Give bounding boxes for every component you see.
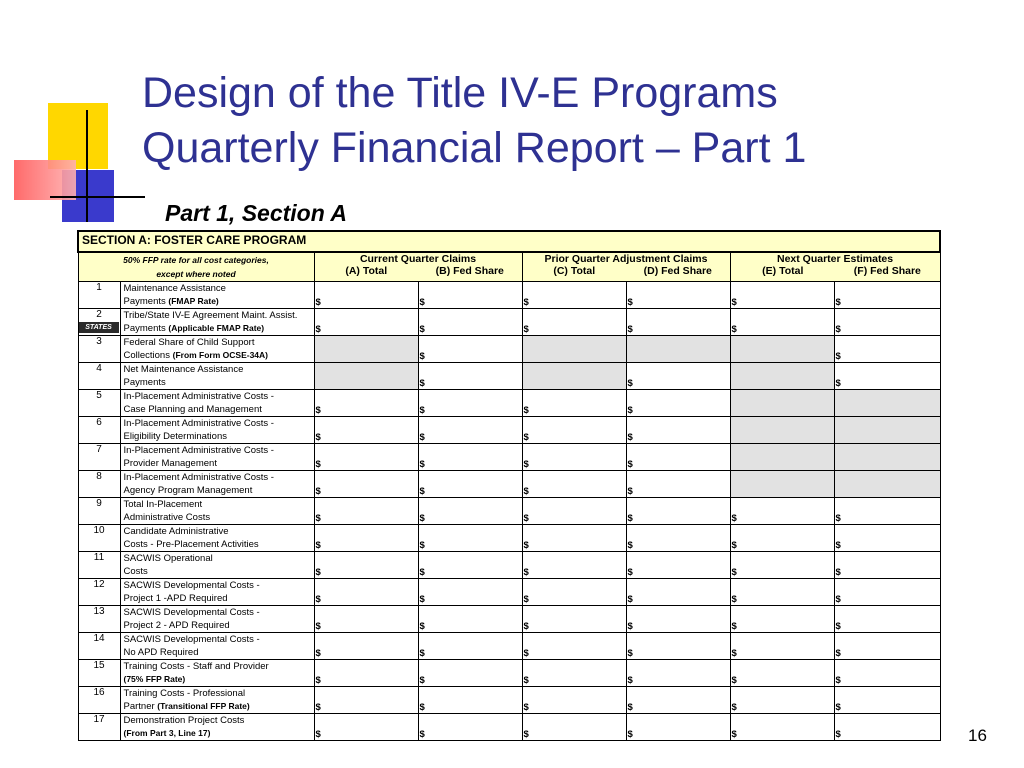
table-row [78, 660, 940, 687]
row-description-line2-text: Payments [123, 323, 169, 334]
amount-cell-f-fed-share[interactable]: $ [834, 687, 940, 714]
amount-cell-d-fed-share[interactable]: $ [626, 714, 730, 741]
amount-cell-e-total[interactable]: $ [730, 579, 834, 606]
row-description [120, 687, 314, 714]
row-description [120, 660, 314, 687]
row-description-line2 [124, 376, 314, 389]
amount-cell-b-fed-share[interactable]: $ [418, 687, 522, 714]
amount-cell-e-total[interactable]: $ [730, 687, 834, 714]
row-number-text: 3 [96, 336, 102, 347]
amount-cell-f-fed-share[interactable]: $ [834, 498, 940, 525]
row-description [120, 498, 314, 525]
section-a-title: SECTION A: FOSTER CARE PROGRAM [78, 231, 940, 252]
header-ffp-note [78, 252, 314, 282]
row-description [120, 444, 314, 471]
decor-vertical-line [86, 110, 88, 222]
row-description-line2-text: Case Planning and Management [123, 404, 262, 415]
amount-cell-b-fed-share[interactable]: $ [418, 363, 522, 390]
row-description-line2-text: Payments [123, 377, 166, 388]
table-row [78, 687, 940, 714]
amount-cell-a-total[interactable]: $ [314, 606, 418, 633]
amount-cell-a-total[interactable]: $ [314, 309, 418, 336]
amount-cell-f-fed-share[interactable]: $ [834, 309, 940, 336]
row-rate-note: (From Form OCSE-34A) [172, 350, 269, 360]
amount-cell-a-total[interactable]: $ [314, 552, 418, 579]
amount-cell-c-total[interactable]: $ [522, 417, 626, 444]
row-description-line1: SACWIS Developmental Costs - [123, 580, 260, 591]
header-col-e: (E) Total [762, 265, 804, 277]
row-description [120, 579, 314, 606]
amount-cell-d-fed-share[interactable]: $ [626, 417, 730, 444]
amount-cell-a-total[interactable]: $ [314, 525, 418, 552]
row-number [78, 282, 120, 309]
slide-title [142, 66, 1012, 176]
amount-cell-f-fed-share[interactable]: $ [834, 660, 940, 687]
row-number-text: 6 [96, 417, 102, 428]
row-description-line2 [124, 727, 314, 740]
row-rate-note: (From Part 3, Line 17) [123, 728, 211, 738]
slide-title-line1: Design of the Title IV-E Programs [142, 69, 778, 117]
row-description [120, 714, 314, 741]
row-description-line1: Demonstration Project Costs [123, 715, 245, 726]
row-description-line2 [124, 673, 314, 686]
amount-cell-c-total[interactable]: $ [522, 525, 626, 552]
row-description-line1: In-Placement Administrative Costs - [123, 418, 274, 429]
row-number [78, 390, 120, 417]
row-number-text: 9 [96, 498, 102, 509]
amount-cell-c-total[interactable]: $ [522, 660, 626, 687]
amount-cell-c-total[interactable]: $ [522, 714, 626, 741]
amount-cell-a-total[interactable]: $ [314, 417, 418, 444]
row-description-line2 [124, 592, 314, 605]
amount-cell-e-total[interactable]: $ [730, 282, 834, 309]
amount-cell-c-total[interactable]: $ [522, 687, 626, 714]
decor-red-square [14, 160, 76, 200]
row-description-line2 [124, 349, 314, 362]
row-number [78, 714, 120, 741]
row-number [78, 552, 120, 579]
row-description-line2-text: Collections [123, 350, 173, 361]
amount-cell-c-total[interactable]: $ [522, 606, 626, 633]
row-description-line2-text: Project 2 - APD Required [123, 620, 230, 631]
row-number-text: 16 [93, 687, 105, 698]
shaded-cell-e-total [730, 363, 834, 390]
row-description-line1: Candidate Administrative [123, 526, 229, 537]
table-row [78, 417, 940, 444]
row-number-text: 11 [93, 552, 105, 563]
row-number [78, 444, 120, 471]
row-description-line2-text: Provider Management [123, 458, 217, 469]
amount-cell-b-fed-share[interactable]: $ [418, 633, 522, 660]
row-description-line2-text: No APD Required [123, 647, 199, 658]
amount-cell-f-fed-share[interactable]: $ [834, 552, 940, 579]
amount-cell-f-fed-share[interactable]: $ [834, 633, 940, 660]
amount-cell-b-fed-share[interactable]: $ [418, 309, 522, 336]
row-description-line1: Maintenance Assistance [123, 283, 226, 294]
row-description-line1: SACWIS Developmental Costs - [123, 634, 260, 645]
table-row [78, 552, 940, 579]
amount-cell-e-total[interactable]: $ [730, 714, 834, 741]
amount-cell-d-fed-share[interactable]: $ [626, 390, 730, 417]
amount-cell-d-fed-share[interactable]: $ [626, 309, 730, 336]
header-col-c: (C) Total [553, 265, 596, 277]
amount-cell-e-total[interactable]: $ [730, 525, 834, 552]
section-heading: Part 1, Section A [165, 200, 347, 226]
amount-cell-b-fed-share[interactable]: $ [418, 471, 522, 498]
amount-cell-b-fed-share[interactable]: $ [418, 336, 522, 363]
row-description [120, 336, 314, 363]
amount-cell-e-total[interactable]: $ [730, 552, 834, 579]
amount-cell-f-fed-share[interactable]: $ [834, 714, 940, 741]
row-description [120, 525, 314, 552]
amount-cell-d-fed-share[interactable]: $ [626, 444, 730, 471]
amount-cell-f-fed-share[interactable]: $ [834, 282, 940, 309]
amount-cell-d-fed-share[interactable]: $ [626, 552, 730, 579]
row-description-line2-text: Payments [123, 296, 169, 307]
amount-cell-c-total[interactable]: $ [522, 579, 626, 606]
amount-cell-b-fed-share[interactable]: $ [418, 498, 522, 525]
header-col-f: (F) Fed Share [853, 265, 921, 277]
header-ffp-note-line2: except where noted [156, 269, 236, 279]
row-description-line2-text: Costs [123, 566, 148, 577]
row-number-text: 7 [96, 444, 102, 455]
row-description [120, 606, 314, 633]
shaded-cell-c-total [522, 363, 626, 390]
row-rate-note: (Applicable FMAP Rate) [168, 323, 265, 333]
row-description-line2 [124, 646, 314, 659]
table-row [78, 444, 940, 471]
row-number [78, 633, 120, 660]
amount-cell-e-total[interactable]: $ [730, 633, 834, 660]
table-row [78, 390, 940, 417]
amount-cell-c-total[interactable]: $ [522, 390, 626, 417]
amount-cell-e-total[interactable]: $ [730, 606, 834, 633]
amount-cell-b-fed-share[interactable]: $ [418, 444, 522, 471]
shaded-cell-c-total [522, 336, 626, 363]
header-col-b: (B) Fed Share [435, 265, 504, 277]
amount-cell-d-fed-share[interactable]: $ [626, 633, 730, 660]
row-description-line2-text: Agency Program Management [123, 485, 253, 496]
foster-care-report-table [77, 230, 941, 741]
amount-cell-c-total[interactable]: $ [522, 282, 626, 309]
row-description [120, 363, 314, 390]
amount-cell-a-total[interactable]: $ [314, 444, 418, 471]
amount-cell-e-total[interactable]: $ [730, 660, 834, 687]
row-rate-note: (FMAP Rate) [168, 296, 219, 306]
row-description [120, 633, 314, 660]
row-number-text: 8 [96, 471, 102, 482]
shaded-cell-a-total [314, 336, 418, 363]
row-number-text: 4 [96, 363, 102, 374]
row-number [78, 471, 120, 498]
row-number [78, 525, 120, 552]
shaded-cell-e-total [730, 444, 834, 471]
row-description-line2-text: Eligibility Determinations [123, 431, 227, 442]
row-number-text: 15 [93, 660, 105, 671]
shaded-cell-f-fed-share [834, 390, 940, 417]
row-number [78, 417, 120, 444]
slide-title-line2: Quarterly Financial Report – Part 1 [142, 124, 807, 172]
row-number-text: 12 [93, 579, 105, 590]
table-row [78, 282, 940, 309]
decor-horizontal-line [50, 196, 145, 198]
table-row [78, 471, 940, 498]
shaded-cell-e-total [730, 390, 834, 417]
row-description-line1: Federal Share of Child Support [123, 337, 255, 348]
row-description-line2 [124, 619, 314, 632]
amount-cell-c-total[interactable]: $ [522, 552, 626, 579]
row-description [120, 282, 314, 309]
row-description-line2 [124, 511, 314, 524]
header-next-quarter-title: Next Quarter Estimates [776, 253, 894, 265]
row-description-line2 [124, 484, 314, 497]
amount-cell-c-total[interactable]: $ [522, 471, 626, 498]
table-row [78, 714, 940, 741]
shaded-cell-f-fed-share [834, 471, 940, 498]
table-row [78, 633, 940, 660]
amount-cell-b-fed-share[interactable]: $ [418, 552, 522, 579]
amount-cell-b-fed-share[interactable]: $ [418, 525, 522, 552]
row-number-text: 14 [93, 633, 105, 644]
row-rate-note: (Transitional FFP Rate) [157, 701, 250, 711]
row-description-line1: Training Costs - Staff and Provider [123, 661, 269, 672]
table-row [78, 498, 940, 525]
amount-cell-d-fed-share[interactable]: $ [626, 471, 730, 498]
header-col-d: (D) Fed Share [643, 265, 712, 277]
row-rate-note: (75% FFP Rate) [123, 674, 186, 684]
amount-cell-d-fed-share[interactable]: $ [626, 579, 730, 606]
amount-cell-c-total[interactable]: $ [522, 309, 626, 336]
shaded-cell-e-total [730, 471, 834, 498]
row-number [78, 579, 120, 606]
row-number [78, 363, 120, 390]
shaded-cell-e-total [730, 336, 834, 363]
amount-cell-f-fed-share[interactable]: $ [834, 579, 940, 606]
row-description-line1: SACWIS Developmental Costs - [123, 607, 260, 618]
amount-cell-d-fed-share[interactable]: $ [626, 660, 730, 687]
amount-cell-d-fed-share[interactable]: $ [626, 363, 730, 390]
shaded-cell-a-total [314, 363, 418, 390]
amount-cell-a-total[interactable]: $ [314, 282, 418, 309]
amount-cell-b-fed-share[interactable]: $ [418, 714, 522, 741]
shaded-cell-e-total [730, 417, 834, 444]
header-prior-quarter [522, 252, 730, 282]
amount-cell-d-fed-share[interactable]: $ [626, 525, 730, 552]
row-description-line2 [124, 322, 314, 335]
shaded-cell-f-fed-share [834, 444, 940, 471]
row-description-line2-text: Partner [123, 701, 158, 712]
row-number-text: 1 [96, 282, 102, 293]
amount-cell-a-total[interactable]: $ [314, 687, 418, 714]
header-next-quarter [730, 252, 940, 282]
amount-cell-f-fed-share[interactable]: $ [834, 525, 940, 552]
amount-cell-e-total[interactable]: $ [730, 309, 834, 336]
shaded-cell-f-fed-share [834, 417, 940, 444]
header-ffp-note-line1: 50% FFP rate for all cost categories, [123, 255, 269, 265]
row-description-line2 [124, 295, 314, 308]
amount-cell-e-total[interactable]: $ [730, 498, 834, 525]
row-description-line1: SACWIS Operational [123, 553, 213, 564]
row-description-line1: Training Costs - Professional [123, 688, 246, 699]
row-description-line2 [124, 403, 314, 416]
amount-cell-c-total[interactable]: $ [522, 633, 626, 660]
table-row [78, 525, 940, 552]
amount-cell-a-total[interactable]: $ [314, 498, 418, 525]
row-number-text: 10 [93, 525, 105, 536]
row-description [120, 390, 314, 417]
amount-cell-d-fed-share[interactable]: $ [626, 498, 730, 525]
amount-cell-d-fed-share[interactable]: $ [626, 606, 730, 633]
row-number [78, 687, 120, 714]
amount-cell-d-fed-share[interactable]: $ [626, 282, 730, 309]
amount-cell-c-total[interactable]: $ [522, 498, 626, 525]
amount-cell-b-fed-share[interactable]: $ [418, 606, 522, 633]
amount-cell-a-total[interactable]: $ [314, 633, 418, 660]
row-number-text: 2 [96, 309, 102, 320]
row-description-line2 [124, 700, 314, 713]
row-description-line2-text: Administrative Costs [123, 512, 211, 523]
amount-cell-b-fed-share[interactable]: $ [418, 390, 522, 417]
table-row [78, 363, 940, 390]
amount-cell-b-fed-share[interactable]: $ [418, 660, 522, 687]
amount-cell-a-total[interactable]: $ [314, 471, 418, 498]
row-description [120, 471, 314, 498]
row-description-line1: In-Placement Administrative Costs - [123, 391, 274, 402]
amount-cell-f-fed-share[interactable]: $ [834, 363, 940, 390]
row-description-line1: Total In-Placement [123, 499, 203, 510]
amount-cell-a-total[interactable]: $ [314, 714, 418, 741]
amount-cell-b-fed-share[interactable]: $ [418, 579, 522, 606]
row-description-line2 [124, 430, 314, 443]
page-number: 16 [968, 726, 987, 745]
row-number-text: 5 [96, 390, 102, 401]
table-row [78, 579, 940, 606]
row-description [120, 417, 314, 444]
header-prior-quarter-title: Prior Quarter Adjustment Claims [544, 253, 708, 265]
row-description-line1: Net Maintenance Assistance [123, 364, 244, 375]
row-number [78, 498, 120, 525]
row-number [78, 309, 120, 336]
row-description [120, 552, 314, 579]
amount-cell-a-total[interactable]: $ [314, 579, 418, 606]
amount-cell-c-total[interactable]: $ [522, 444, 626, 471]
row-description-line2-text: Costs - Pre-Placement Activities [123, 539, 259, 550]
row-number [78, 606, 120, 633]
row-description-line1: Tribe/State IV-E Agreement Maint. Assist. [123, 310, 298, 321]
row-description-line1: In-Placement Administrative Costs - [123, 472, 274, 483]
amount-cell-b-fed-share[interactable]: $ [418, 282, 522, 309]
amount-cell-d-fed-share[interactable]: $ [626, 687, 730, 714]
amount-cell-b-fed-share[interactable]: $ [418, 417, 522, 444]
amount-cell-a-total[interactable]: $ [314, 390, 418, 417]
header-current-quarter-title: Current Quarter Claims [359, 253, 477, 265]
amount-cell-f-fed-share[interactable]: $ [834, 336, 940, 363]
row-number-text: 13 [93, 606, 105, 617]
table-row [78, 336, 940, 363]
row-description [120, 309, 314, 336]
amount-cell-a-total[interactable]: $ [314, 660, 418, 687]
amount-cell-f-fed-share[interactable]: $ [834, 606, 940, 633]
table-body [78, 282, 940, 741]
row-number-text: 17 [93, 714, 105, 725]
shaded-cell-d-fed-share [626, 336, 730, 363]
row-description-line2 [124, 457, 314, 470]
row-description-line2-text: Project 1 -APD Required [123, 593, 228, 604]
table-row [78, 606, 940, 633]
row-description-line2 [124, 565, 314, 578]
row-number [78, 336, 120, 363]
row-description-line2 [124, 538, 314, 551]
row-description-line1: In-Placement Administrative Costs - [123, 445, 274, 456]
table-row [78, 309, 940, 336]
header-col-a: (A) Total [345, 265, 388, 277]
states-badge: STATES [79, 322, 119, 333]
row-number [78, 660, 120, 687]
header-current-quarter [314, 252, 522, 282]
